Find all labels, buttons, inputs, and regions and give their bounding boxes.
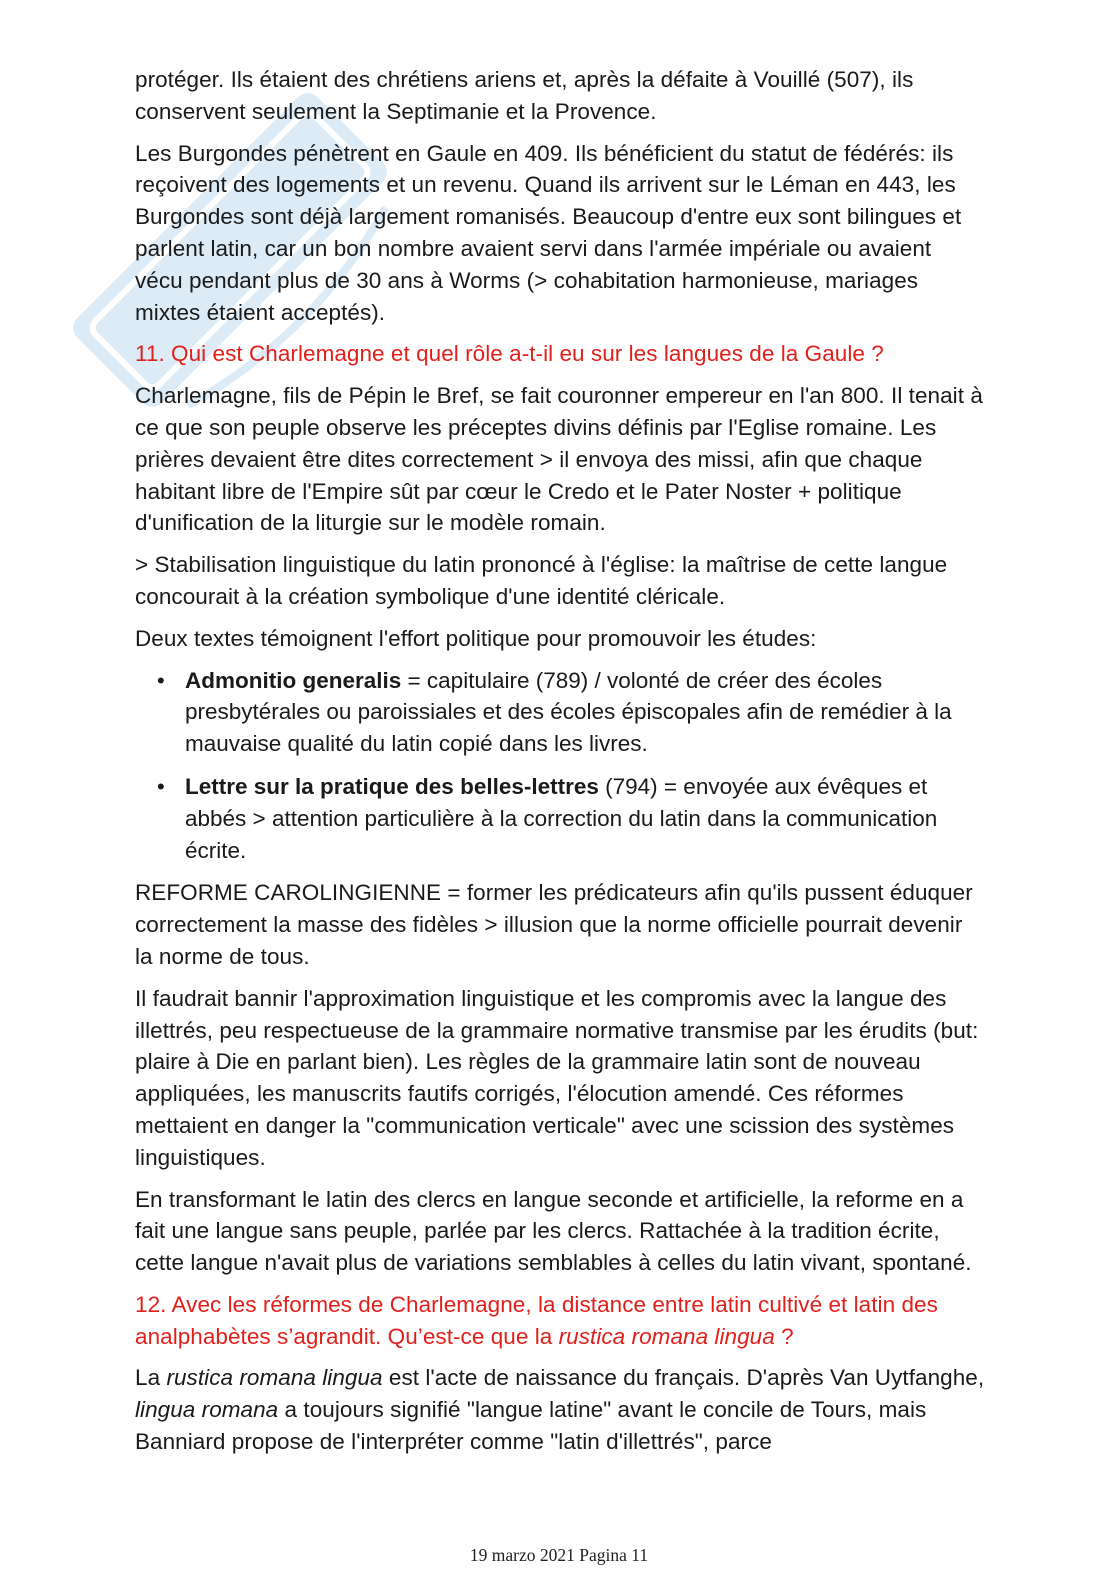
paragraph: La rustica romana lingua est l'acte de naissance du français. D'après Van Uytfanghe, lingua romana a toujours signifié "langue latine" avant le concile de Tours, mais Banniard propose de l'interpréter comme "latin d'illettrés", parce: [135, 1365, 985, 1455]
paragraph: Il faudrait bannir l'approximation linguistique et les compromis avec la langue des illettrés, peu respectueuse de la grammaire normative transmise par les érudits (but: plaire à Die en parlant bien). Les règles de la grammaire latin sont de nouveau appliquées, les manuscrits fautifs corrigés, l'élocution amendé. Ces réformes mettaient en danger la "communication verticale" avec une scission des systèmes linguistiques.: [135, 985, 979, 1170]
question-heading-11: 11. Qui est Charlemagne et quel rôle a-t-il eu sur les langues de la Gaule ?: [135, 341, 884, 367]
paragraph: Deux textes témoignent l'effort politique pour promouvoir les études:: [135, 625, 817, 651]
bullet-list: [135, 665, 985, 867]
list-item: [135, 771, 985, 866]
bold-term: Lettre sur la pratique des belles-lettres: [185, 773, 599, 799]
document-page: [135, 64, 985, 1468]
paragraph: Charlemagne, fils de Pépin le Bref, se fait couronner empereur en l'an 800. Il tenait à ce que son peuple observe les préceptes divins définis par l'Eglise romaine. Les prières devaient être dites correctement > il envoya des missi, afin que chaque habitant libre de l'Empire sût par cœur le Credo et le Pater Noster + politique d'unification de la liturgie sur le modèle romain.: [135, 383, 983, 536]
paragraph: REFORME CAROLINGIENNE = former les prédicateurs afin qu'ils pussent éduquer correctement la masse des fidèles > illusion que la norme officielle pourrait devenir la norme de tous.: [135, 880, 973, 969]
paragraph: En transformant le latin des clercs en langue seconde et artificielle, la reforme en a fait une langue sans peuple, parlée par les clercs. Rattachée à la tradition écrite, cette langue n'avait plus de variations semblables à celles du latin vivant, spontané.: [135, 1186, 972, 1276]
list-item: [135, 665, 985, 760]
paragraph: > Stabilisation linguistique du latin prononcé à l'église: la maîtrise de cette langue concourait à la création symbolique d'une identité cléricale.: [135, 552, 948, 609]
question-heading-12: 12. Avec les réformes de Charlemagne, la distance entre latin cultivé et latin des analphabètes s’agrandit. Qu’est-ce que la rustica romana lingua ?: [135, 1291, 938, 1349]
paragraph: protéger. Ils étaient des chrétiens ariens et, après la défaite à Vouillé (507), ils conservent seulement la Septimanie et la Provence.: [135, 67, 914, 124]
bold-term: Admonitio generalis: [185, 667, 402, 693]
item-text: (794) = envoyée aux évêques et abbés > attention particulière à la correction du latin dans la communication écrite.: [185, 773, 938, 863]
page-footer: 19 marzo 2021 Pagina 11: [469, 1545, 649, 1565]
item-text: = capitulaire (789) / volonté de créer des écoles presbytérales ou paroissiales et des écoles épiscopales afin de remédier à la mauvaise qualité du latin copié dans les livres.: [185, 667, 952, 757]
paragraph: Les Burgondes pénètrent en Gaule en 409. Ils bénéficient du statut de fédérés: ils reçoivent des logements et un revenu. Quand ils arrivent sur le Léman en 443, les Burgondes sont déjà largement romanisés. Beaucoup d'entre eux sont bilingues et parlent latin, car un bon nombre avaient servi dans l'armée impériale ou avaient vécu pendant plus de 30 ans à Worms (> cohabitation harmonieuse, mariages mixtes étaient acceptés).: [135, 140, 962, 325]
